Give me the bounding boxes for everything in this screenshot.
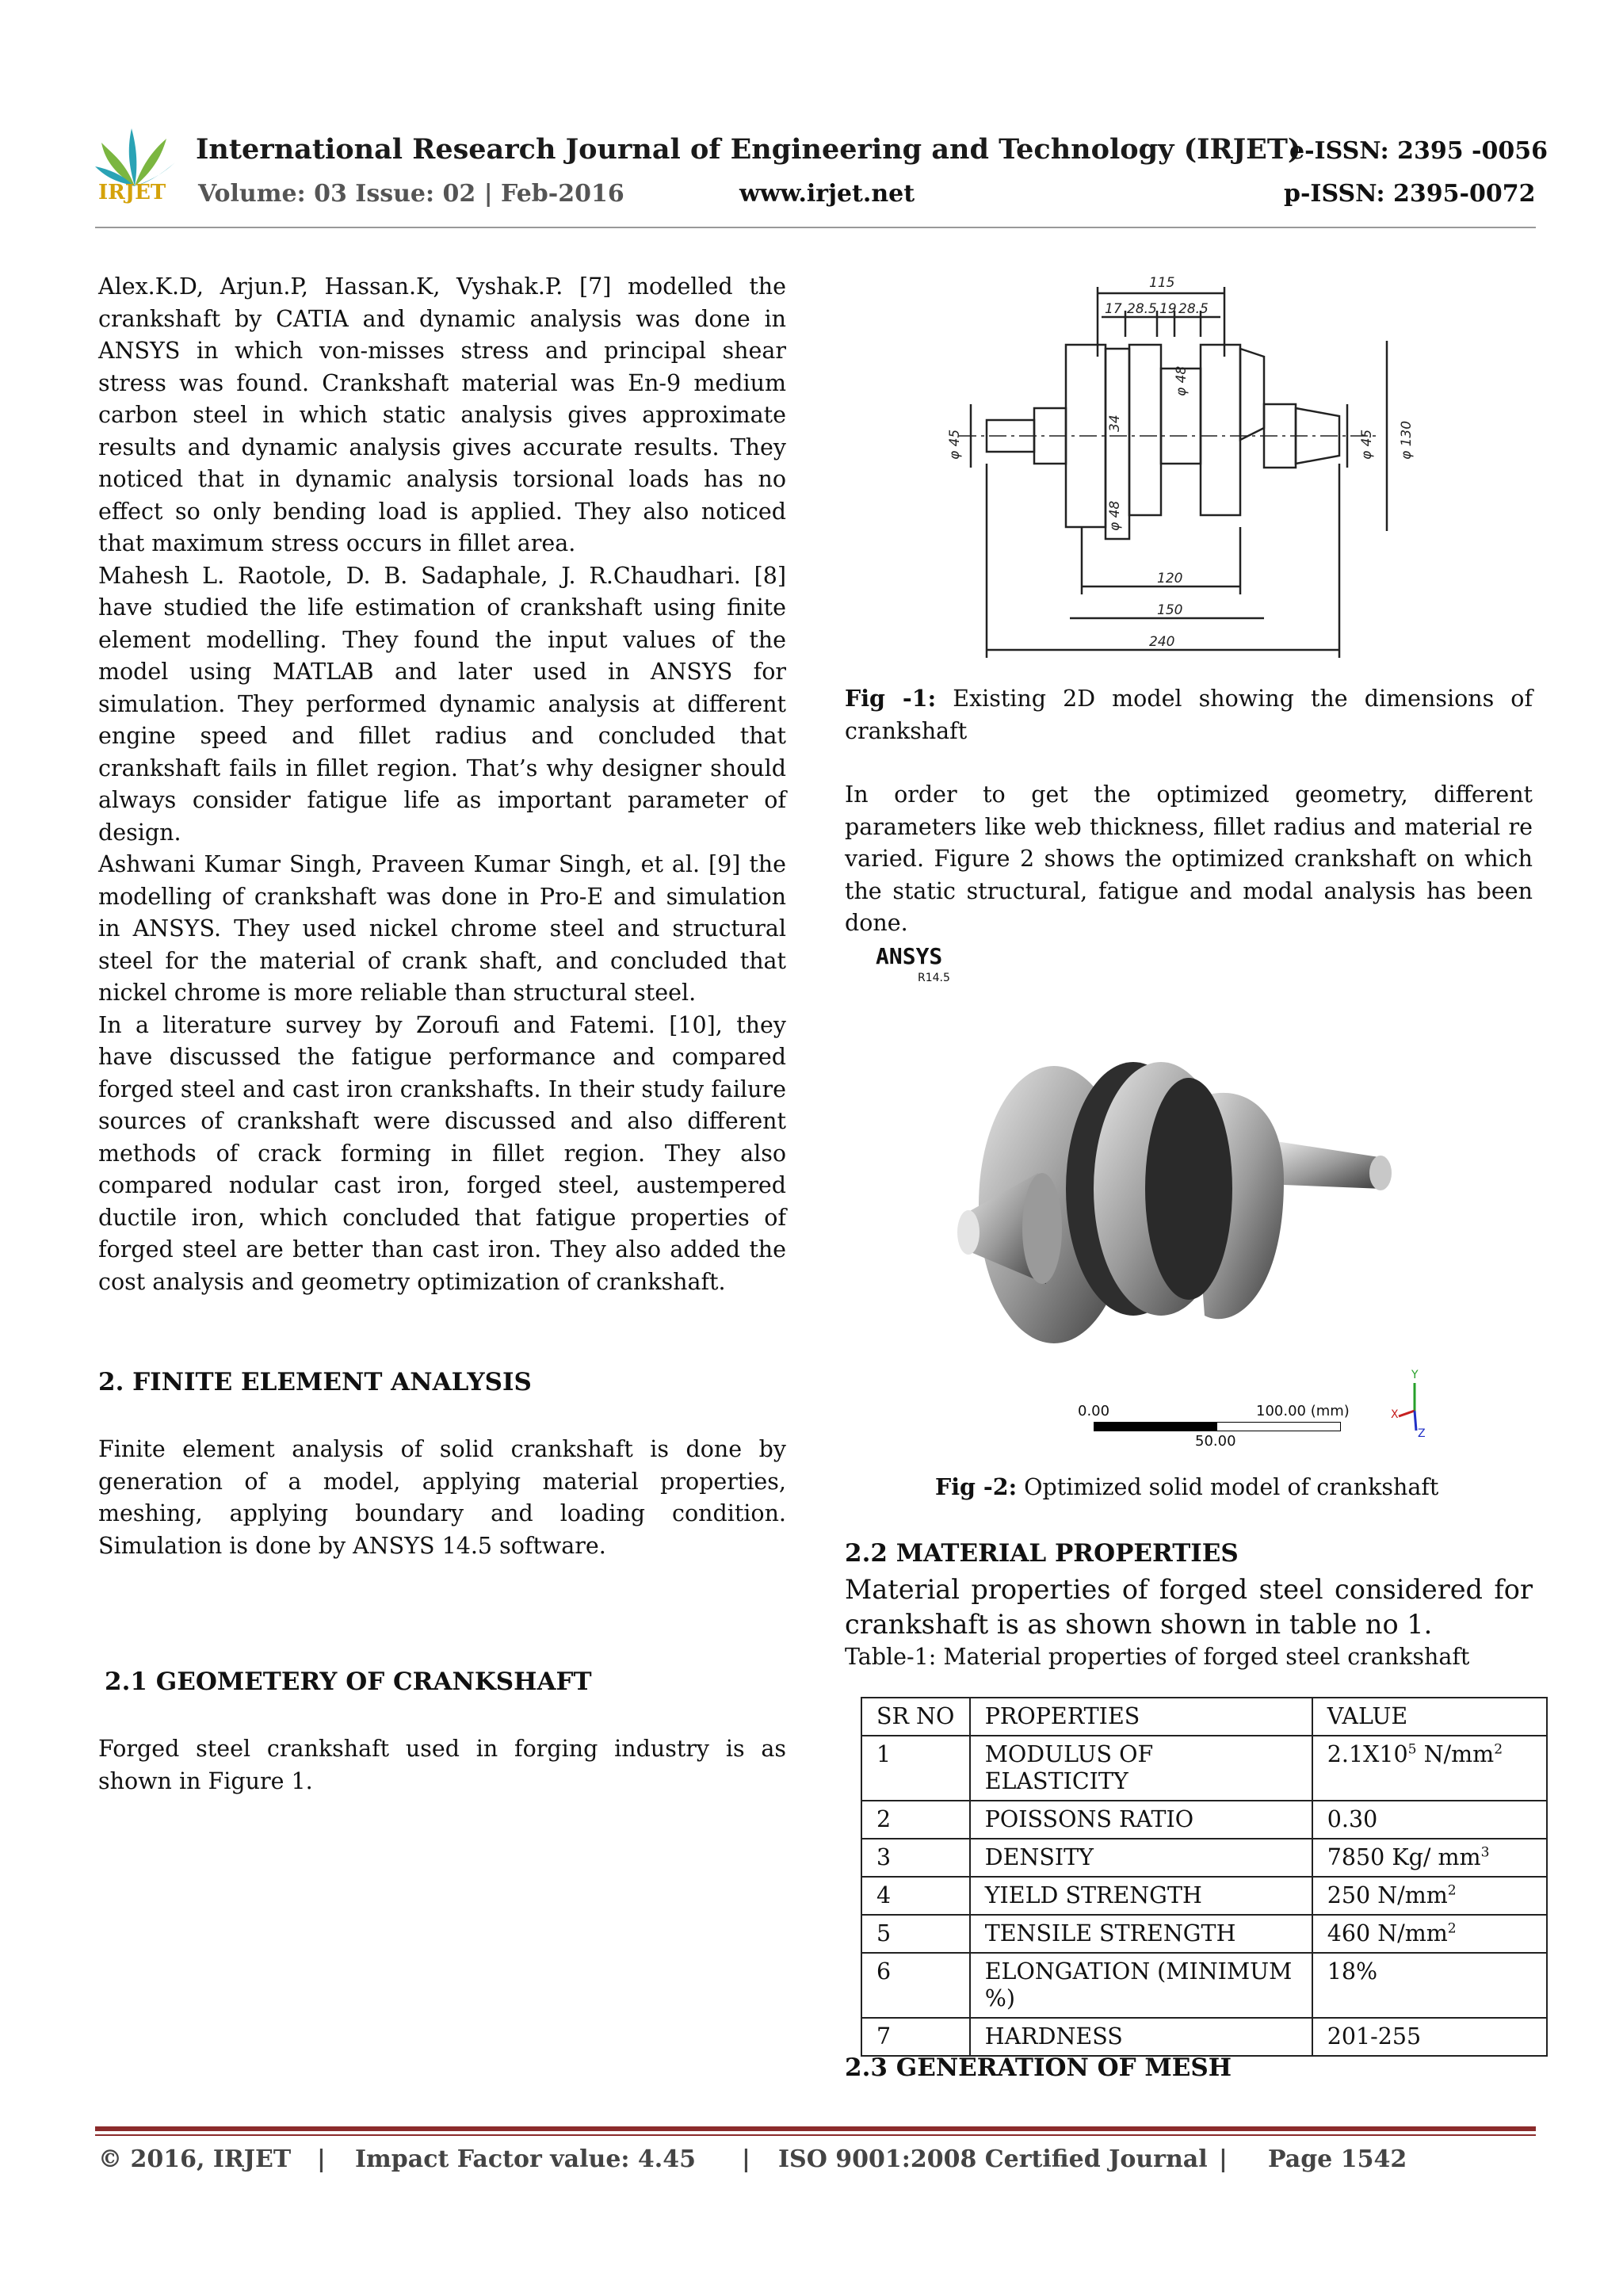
p-issn: p-ISSN: 2395-0072	[1284, 180, 1536, 208]
dim-19: 19	[1159, 301, 1177, 317]
table-caption: Table-1: Material properties of forged steel crankshaft	[845, 1644, 1470, 1670]
figure-1-label: Fig -1:	[845, 685, 937, 712]
footer-separator: |	[742, 2145, 750, 2173]
paragraph-material: Material properties of forged steel considered for crankshaft is as shown shown in table no 1.	[845, 1574, 1533, 1640]
table-row	[861, 1839, 1547, 1877]
left-column-text	[98, 271, 786, 1298]
scale-bar	[1094, 1422, 1341, 1431]
paragraph-fea: Finite element analysis of solid crankshaft is done by generation of a model, applying material properties, meshing, applying boundary and loading condition. Simulation is done by ANSYS 14.5 software.	[98, 1436, 786, 1559]
figure-2-text: Optimized solid model of crankshaft	[1017, 1474, 1439, 1500]
e-issn: e-ISSN: 2395 -0056	[1289, 137, 1549, 165]
dim-phi-45-left: φ 45	[947, 429, 963, 460]
website: www.irjet.net	[739, 180, 915, 208]
paragraph-ref9: Ashwani Kumar Singh, Praveen Kumar Singh, et al. [9] the modelling of crankshaft was done in Pro-E and simulation in ANSYS. They used nickel chrome steel and structural steel for the material of crank shaft, and concluded that nickel chrome is more reliable than structural steel.	[98, 851, 786, 1006]
table-cell: DENSITY	[970, 1839, 1312, 1877]
dim-phi-48-a: φ 48	[1174, 365, 1190, 396]
table-header-cell: SR NO	[861, 1698, 970, 1736]
dim-17: 17	[1105, 301, 1122, 317]
figure-2-render	[951, 1054, 1411, 1355]
table-cell: 6	[861, 1953, 970, 2018]
dim-240: 240	[1149, 634, 1175, 650]
table-row	[861, 1736, 1547, 1801]
table-cell: 201-255	[1312, 2018, 1547, 2056]
table-row	[861, 1801, 1547, 1839]
paragraph-ref8: Mahesh L. Raotole, D. B. Sadaphale, J. R.Chaudhari. [8] have studied the life estimation of crankshaft using finite element modelling. They found the input values of the model using MATLAB and later used in ANSYS for simulation. They performed dynamic analysis at different engine speed and fillet radius and concluded that crankshaft fails in fillet region. That’s why designer should always consider fatigue life as important parameter of design.	[98, 562, 786, 846]
footer-separator: |	[1219, 2145, 1228, 2173]
axis-x-label: X	[1391, 1408, 1399, 1421]
table-cell: 4	[861, 1877, 970, 1915]
material-properties-table	[861, 1697, 1548, 2057]
axis-y-label: Y	[1411, 1369, 1419, 1381]
table-cell: 250 $N/mm^2$	[1312, 1877, 1547, 1915]
footer-impact-factor: Impact Factor value: 4.45	[355, 2145, 696, 2173]
scale-max: 100.00 (mm)	[1256, 1403, 1350, 1419]
section-heading-material: 2.2 MATERIAL PROPERTIES	[845, 1539, 1239, 1568]
dim-150: 150	[1157, 602, 1183, 618]
table-cell: MODULUS OF ELASTICITY	[970, 1736, 1312, 1801]
table-row	[861, 2018, 1547, 2056]
section-heading-geometry: 2.1 GEOMETERY OF CRANKSHAFT	[105, 1668, 592, 1696]
footer-copyright: © 2016, IRJET	[98, 2145, 292, 2173]
section-heading-fea: 2. FINITE ELEMENT ANALYSIS	[98, 1368, 532, 1396]
paragraph-ref7: Alex.K.D, Arjun.P, Hassan.K, Vyshak.P. [7] modelled the crankshaft by CATIA and dynamic analysis was done in ANSYS in which von-misses stress and principal shear stress was found. Crankshaft material was En-9 medium carbon steel in which static analysis gives approximate results and dynamic analysis gives accurate results. They noticed that in dynamic analysis torsional loads has no effect so only bending load is applied. They also noticed that maximum stress occurs in fillet area.	[98, 273, 786, 556]
paragraph-geometry: Forged steel crankshaft used in forging industry is as shown in Figure 1.	[98, 1736, 786, 1794]
table-cell: 5	[861, 1915, 970, 1953]
coordinate-axes-icon	[1391, 1367, 1438, 1438]
table-cell: 18%	[1312, 1953, 1547, 2018]
table-row	[861, 1953, 1547, 2018]
dim-phi-48-b: φ 48	[1107, 500, 1123, 531]
journal-title: International Research Journal of Engineering and Technology (IRJET)	[196, 133, 1301, 166]
figure-1-caption	[845, 682, 1533, 747]
section-heading-mesh: 2.3 GENERATION OF MESH	[845, 2053, 1232, 2082]
table-cell: 0.30	[1312, 1801, 1547, 1839]
table-cell: TENSILE STRENGTH	[970, 1915, 1312, 1953]
table-cell: 3	[861, 1839, 970, 1877]
table-cell: 7850 Kg/ $mm^3$	[1312, 1839, 1547, 1877]
footer-rule	[95, 2126, 1536, 2131]
dim-120: 120	[1157, 571, 1183, 586]
table-header-row	[861, 1698, 1547, 1736]
footer-iso: ISO 9001:2008 Certified Journal	[778, 2145, 1208, 2173]
dim-34: 34	[1107, 415, 1123, 432]
axis-triad	[1391, 1367, 1438, 1438]
table-cell: 7	[861, 2018, 970, 2056]
figure-2-caption	[935, 1471, 1438, 1504]
dim-phi-130: φ 130	[1399, 420, 1415, 460]
table-cell: 2	[861, 1801, 970, 1839]
scale-zero: 0.00	[1078, 1403, 1110, 1419]
footer-separator: |	[317, 2145, 326, 2173]
ansys-version: R14.5	[918, 972, 950, 984]
table-cell: ELONGATION (MINIMUM %)	[970, 1953, 1312, 2018]
crankshaft-3d-model	[951, 1054, 1411, 1355]
axis-z-label: Z	[1418, 1427, 1426, 1438]
table-cell: POISSONS RATIO	[970, 1801, 1312, 1839]
table-cell: HARDNESS	[970, 2018, 1312, 2056]
figure-1-drawing	[911, 269, 1419, 666]
table-cell: 460 $N/mm^2$	[1312, 1915, 1547, 1953]
dim-28-5-a: 28.5	[1127, 301, 1157, 317]
volume-issue: Volume: 03 Issue: 02 | Feb-2016	[198, 180, 624, 208]
table-cell: $2.1X10^5$ $N/mm^2$	[1312, 1736, 1547, 1801]
figure-2-label: Fig -2:	[935, 1473, 1018, 1500]
scale-mid: 50.00	[1195, 1433, 1236, 1450]
footer-rule-thin	[95, 2134, 1536, 2136]
figure-1-text: Existing 2D model showing the dimensions of crankshaft	[845, 686, 1533, 744]
crankshaft-2d-drawing	[911, 269, 1419, 666]
header-rule	[95, 227, 1536, 228]
dim-115: 115	[1149, 275, 1175, 291]
table-header-cell: VALUE	[1312, 1698, 1547, 1736]
footer-page-number: Page 1542	[1268, 2145, 1407, 2173]
paragraph-ref10: In a literature survey by Zoroufi and Fatemi. [10], they have discussed the fatigue performance and compared forged steel and cast iron crankshafts. In their study failure sources of crankshaft were discussed and also different methods of crack forming in fillet region. They also compared nodular cast iron, forged steel, austempered ductile iron, which concluded that fatigue properties of forged steel are better than cast iron. They also added the cost analysis and geometry optimization of crankshaft.	[98, 1011, 786, 1295]
logo-text: IRJET	[98, 181, 166, 204]
table-cell: YIELD STRENGTH	[970, 1877, 1312, 1915]
table-cell: 1	[861, 1736, 970, 1801]
paragraph-optimization: In order to get the optimized geometry, different parameters like web thickness, fillet radius and material re varied. Figure 2 shows the optimized crankshaft on which the static structural, fatigue and modal analysis has been done.	[845, 781, 1533, 936]
table-row	[861, 1877, 1547, 1915]
dim-28-5-b: 28.5	[1178, 301, 1209, 317]
dim-phi-45-right: φ 45	[1359, 429, 1375, 460]
table-row	[861, 1915, 1547, 1953]
table-header-cell: PROPERTIES	[970, 1698, 1312, 1736]
ansys-logo: ANSYS	[876, 943, 943, 969]
